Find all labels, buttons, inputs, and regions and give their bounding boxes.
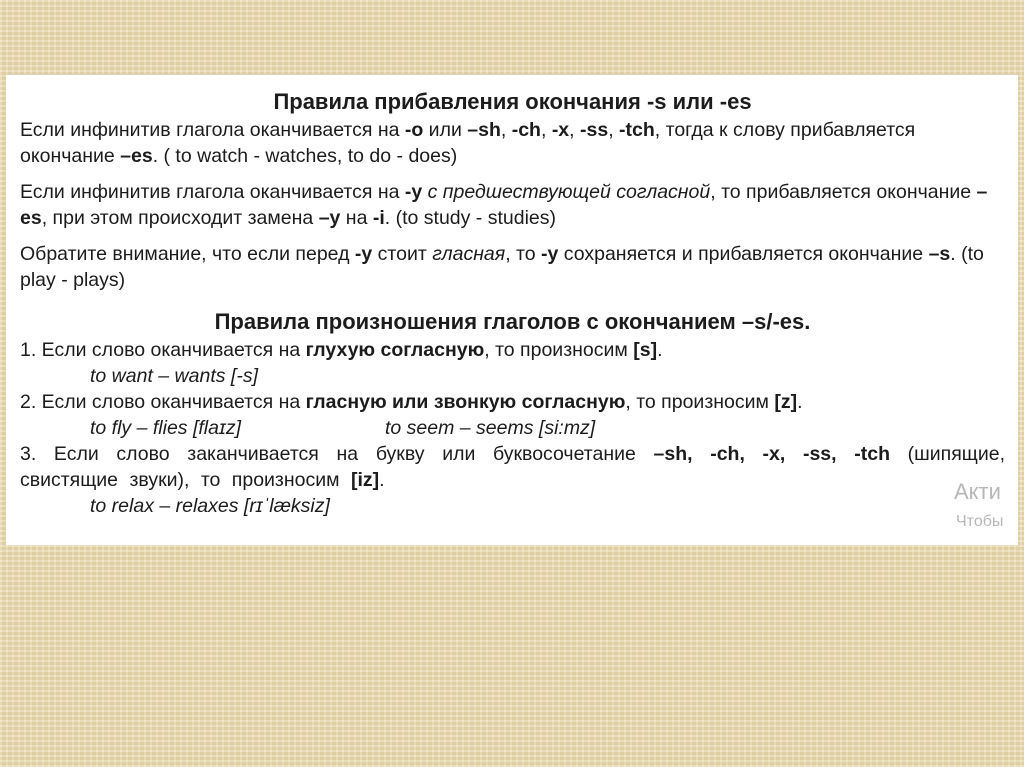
text: . [379,469,385,491]
text: Если инфинитив глагола оканчивается на [20,119,405,141]
text: Обратите внимание, что если перед [20,243,355,265]
title-adding-endings: Правила прибавления окончания -s или -es [273,89,752,114]
bold-text: -ss [580,119,609,141]
text: . [797,391,803,413]
bold-text: глухую согласную [305,339,485,361]
pronunciation-rule-2 [20,389,1005,415]
text: , то прибавляется окончание [710,181,977,203]
bold-text: –y [318,207,341,229]
title-pronunciation: Правила произношения глаголов с окончанием –s/-es. [214,309,811,334]
text: (шипящие, свистящие звуки), то произносим [20,443,1006,491]
text: 2. Если слово оканчивается на [20,391,306,413]
text: , при этом происходит замена [41,207,319,229]
pronunciation-rule-1 [20,337,1005,363]
text: , [608,119,620,141]
bold-text: -o [404,119,424,141]
example-1 [20,363,1005,389]
text: , то произносим [625,391,775,413]
bold-text: –es [20,181,988,229]
spacer [20,169,1005,179]
activation-watermark-hint: Чтобы [956,513,1004,530]
bold-text: -ch [511,119,541,141]
bold-text: -x [551,119,570,141]
rule-es-endings [20,117,1005,169]
text: , [540,119,552,141]
bold-text: –sh [467,119,501,141]
bold-text: [iz] [350,469,380,491]
bold-text: -tch [619,119,655,141]
activation-watermark: Акти [954,479,1001,504]
text: . [657,339,663,361]
text: . (to study - studies) [384,207,556,229]
slide-panel [6,74,1018,545]
bold-text: -y [541,243,559,265]
text: 1. Если слово оканчивается на [20,339,306,361]
text: . (to play - plays) [20,243,984,291]
spacer [20,293,1005,307]
bold-text: –s [928,243,951,265]
bold-text: -y [354,243,373,265]
slide-content [20,87,1005,519]
example-2 [20,415,1005,441]
bold-text: [z] [774,391,798,413]
text: сохраняется и прибавляется окончание [558,243,929,265]
rule-y-vowel [20,241,1005,293]
pronunciation-rule-3 [20,441,1005,493]
text: , [569,119,580,141]
bold-text: гласную или звонкую согласную [305,391,626,413]
italic-text: гласная [432,243,506,265]
example-text: to fly – flies [flaɪz] [90,417,242,439]
bold-text: –es [120,145,153,167]
text: , то произносим [484,339,634,361]
bold-text: [s] [633,339,658,361]
example-text: to relax – relaxes [rɪˈlæksiz] [90,495,330,517]
text: на [340,207,373,229]
text: , [500,119,512,141]
text: 3. Если слово заканчивается на букву или буквосочетание [20,443,654,465]
text: или [423,119,468,141]
text: Если инфинитив глагола оканчивается на [20,181,405,203]
bold-text: -y [404,181,423,203]
text: , тогда к слову прибавляется окончание [20,119,916,167]
text: , то [505,243,541,265]
bold-text: –sh, -ch, -x, -ss, -tch [653,443,890,465]
example-3 [20,493,1005,519]
spacer [20,231,1005,241]
text: стоит [372,243,433,265]
example-text: to want – wants [-s] [90,365,258,387]
text: . ( to watch - watches, to do - does) [152,145,458,167]
italic-text: с предшествующей согласной [427,181,711,203]
example-text: to seem – seems [si:mz] [385,417,596,439]
bold-text: -i [372,207,385,229]
rule-y-consonant [20,179,1005,231]
